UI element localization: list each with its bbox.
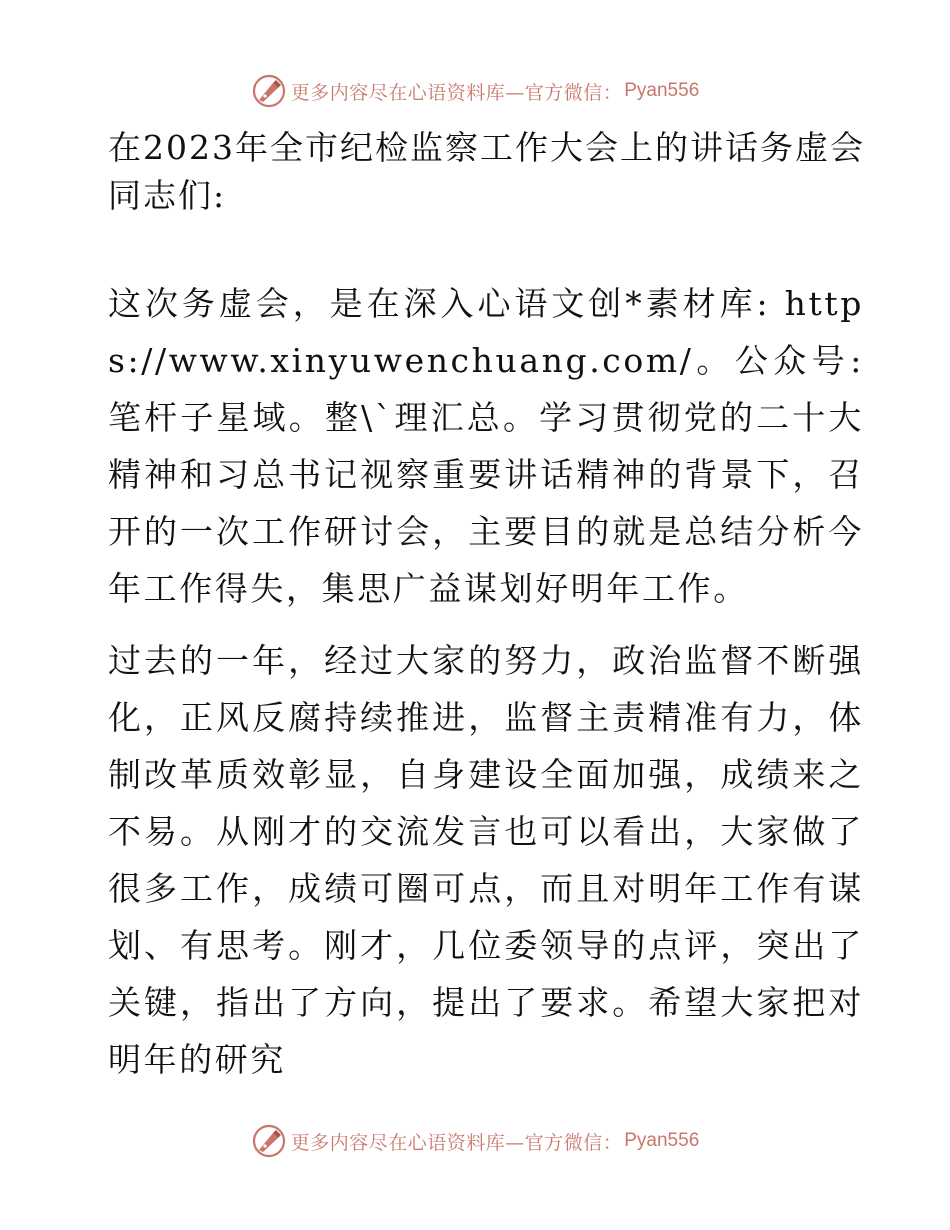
pen-nib-logo-icon — [251, 73, 287, 109]
paragraph-1: 这次务虚会，是在深入心语文创*素材库: https://www.xinyuwenchuang.com/。公众号: 笔杆子星域。整\`理汇总。学习贯彻党的二十大精神和习总书记视察重要讲话精神的背景下，召开的一次工作研讨会，主要目的就是总结分析今年工作得失，集思广益谋划好明年工作。 — [108, 284, 864, 608]
document-title: 在2023年全市纪检监察工作大会上的讲话务虚会 — [108, 128, 865, 167]
header-watermark — [0, 71, 950, 111]
watermark-wechat-id: Pyan556 — [624, 1130, 700, 1151]
paragraph-2: 过去的一年，经过大家的努力，政治监督不断强化，正风反腐持续推进，监督主责精准有力，体制改革质效彰显，自身建设全面加强，成绩来之不易。从刚才的交流发言也可以看出，大家做了很多工作，成绩可圈可点，而且对明年工作有谋划、有思考。刚才，几位委领导的点评，突出了关键，指出了方向，提出了要求。希望大家把对明年的研究 — [108, 641, 864, 1079]
watermark-text: 更多内容尽在心语资料库—官方微信： — [290, 81, 623, 104]
footer-watermark — [0, 1121, 950, 1161]
watermark-text: 更多内容尽在心语资料库—官方微信： — [290, 1131, 623, 1154]
watermark-wechat-id: Pyan556 — [624, 80, 700, 101]
greeting: 同志们: — [108, 176, 227, 215]
pen-nib-logo-icon — [251, 1123, 287, 1159]
